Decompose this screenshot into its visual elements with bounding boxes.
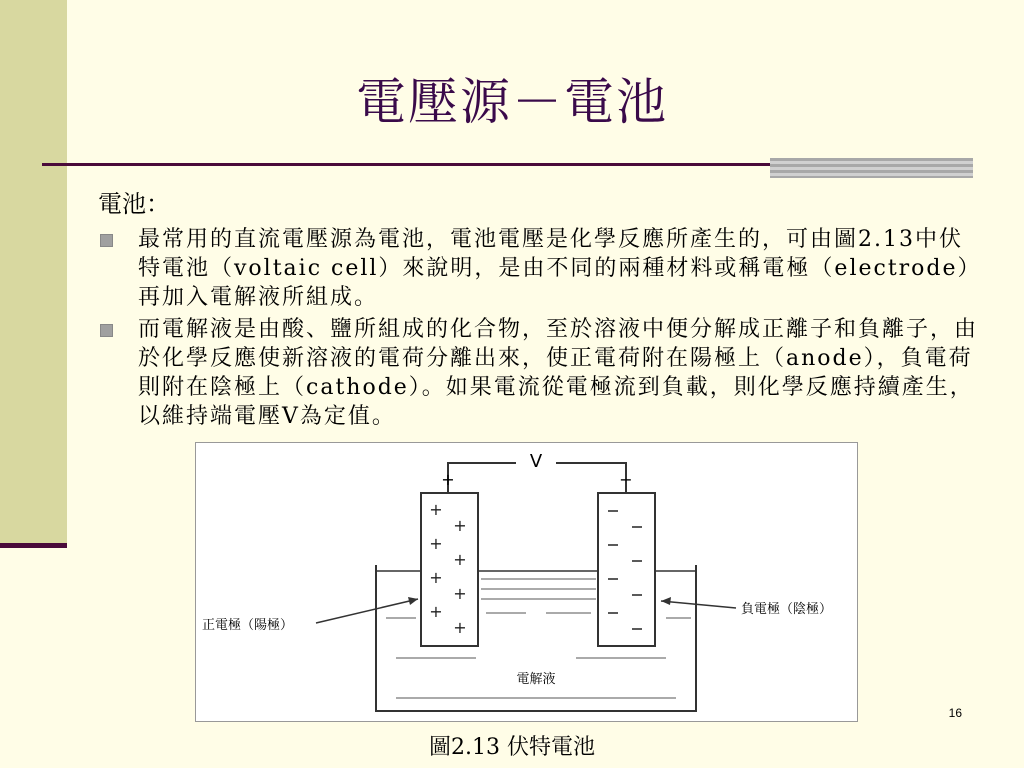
bullet-list (100, 225, 980, 434)
voltage-label: V (529, 451, 543, 472)
voltaic-cell-figure (195, 442, 858, 722)
title-divider-shade (770, 158, 973, 178)
figure-caption: 圖2.13 伏特電池 (429, 735, 595, 760)
anode-arrowhead (408, 597, 418, 605)
bullet-square-icon (100, 324, 113, 337)
cathode-electrode (598, 493, 655, 646)
cathode-wire (556, 463, 626, 493)
cathode-pointer (661, 601, 736, 608)
svg-text:+: + (429, 500, 443, 519)
left-accent-rule (0, 543, 67, 548)
svg-text:+: + (453, 618, 467, 637)
svg-text:+: + (453, 550, 467, 569)
bullet-text: 最常用的直流電壓源為電池，電池電壓是化學反應所產生的，可由圖2.13中伏特電池（voltaic cell）來說明，是由不同的兩種材料或稱電極（electrode）再加入電解液所組成。 (138, 227, 971, 310)
anode-pointer (316, 599, 418, 623)
bullet-item (100, 225, 980, 312)
cathode-label: 負電極（陰極） (741, 602, 833, 617)
negative-terminal-label: − (619, 470, 633, 489)
svg-text:+: + (453, 516, 467, 535)
bullet-item (100, 315, 980, 431)
svg-text:+: + (429, 568, 443, 587)
page-number: 16 (948, 706, 962, 720)
anode-wire (448, 463, 516, 493)
svg-text:+: + (429, 602, 443, 621)
electrolyte-label: 電解液 (516, 672, 556, 687)
bullet-square-icon (100, 234, 113, 247)
bullet-text: 而電解液是由酸、鹽所組成的化合物，至於溶液中便分解成正離子和負離子，由於化學反應使新溶液的電荷分離出來，使正電荷附在陽極上（anode），負電荷則附在陰極上（cathode）。如果電流從電極流到負載，則化學反應持續產生，以維持端電壓V為定值。 (138, 317, 979, 429)
positive-terminal-label: + (441, 470, 455, 489)
anode-label: 正電極（陽極） (202, 618, 294, 633)
svg-text:+: + (429, 534, 443, 553)
voltaic-cell-diagram (196, 443, 857, 721)
cathode-arrowhead (661, 597, 671, 605)
slide-title: 電壓源－電池 (356, 73, 668, 131)
svg-text:+: + (453, 584, 467, 603)
section-heading: 電池： (98, 190, 170, 218)
